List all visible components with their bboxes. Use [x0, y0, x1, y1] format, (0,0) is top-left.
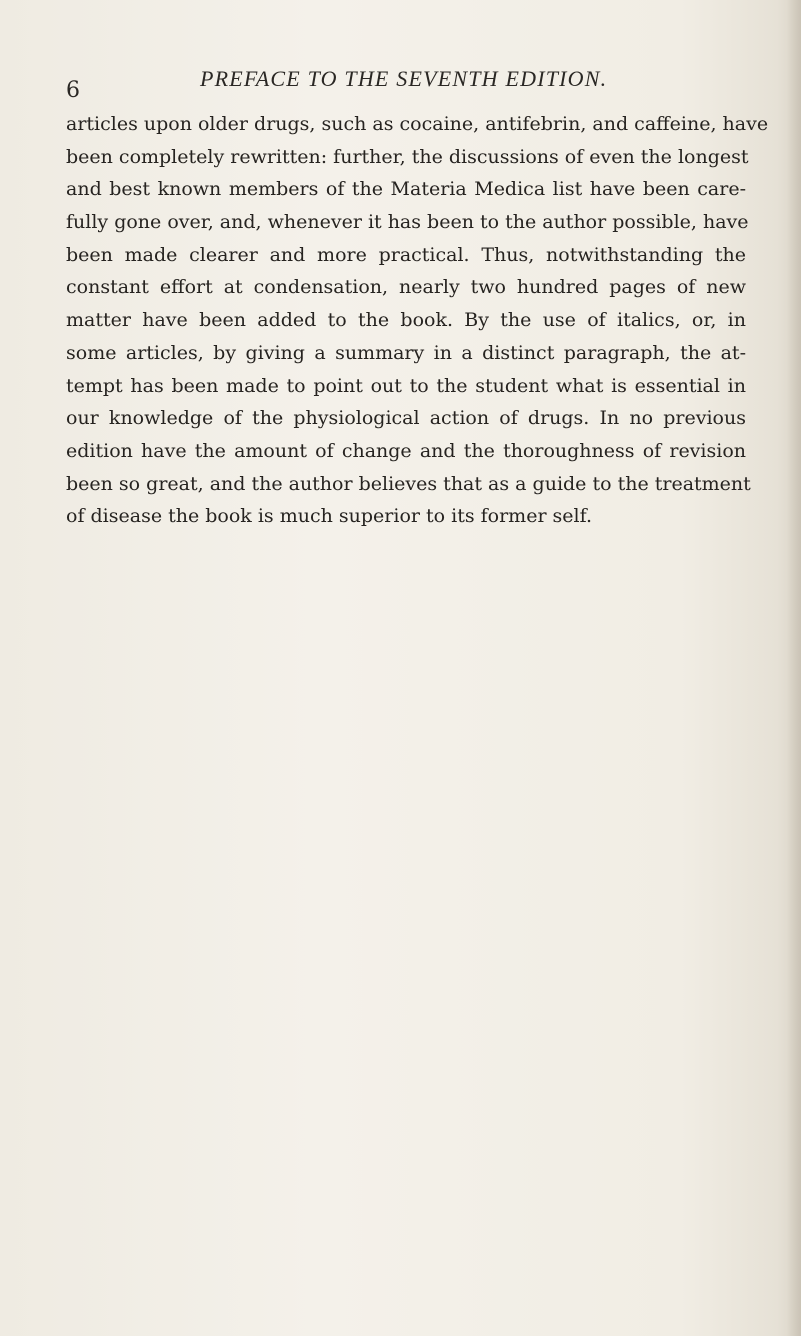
text-line: edition have the amount of change and the thoroughness of revision [66, 439, 746, 462]
text-line: and best known members of the Materia Medica list have been care- [66, 178, 746, 201]
text-line: some articles, by giving a summary in a distinct paragraph, the at- [66, 341, 746, 364]
text-line: matter have been added to the book. By the use of italics, or, in [66, 309, 746, 332]
body-paragraph [66, 108, 769, 533]
text-line: been so great, and the author believes that as a guide to the treatment [66, 472, 751, 495]
text-line: been made clearer and more practical. Thus, notwithstanding the [66, 243, 746, 266]
text-line: of disease the book is much superior to its former self. [66, 505, 593, 528]
text-line: our knowledge of the physiological action of drugs. In no previous [66, 407, 746, 430]
text-line: tempt has been made to point out to the student what is essential in [66, 374, 746, 397]
text-line: constant effort at condensation, nearly two hundred pages of new [66, 276, 746, 299]
text-line: articles upon older drugs, such as cocaine, antifebrin, and caffeine, have [66, 113, 769, 135]
page-edge-shadow [787, 0, 801, 1336]
text-line: been completely rewritten: further, the discussions of even the longest [66, 145, 749, 168]
running-head: PREFACE TO THE SEVENTH EDITION. [200, 66, 608, 91]
text-line: fully gone over, and, whenever it has been to the author possible, have [66, 211, 749, 234]
page-number: 6 [66, 78, 80, 103]
